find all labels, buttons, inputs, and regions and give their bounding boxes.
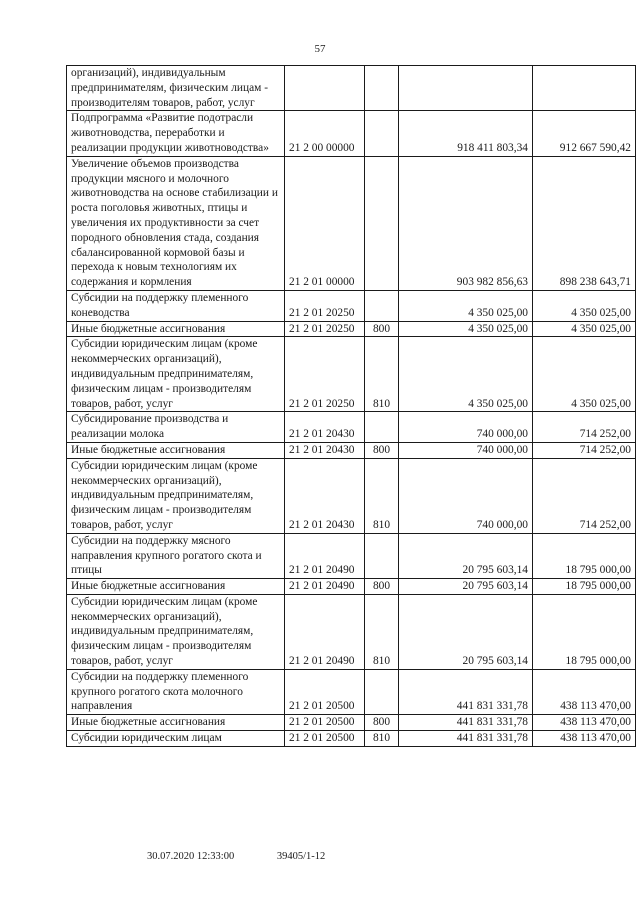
footer-timestamp: 30.07.2020 12:33:00 — [147, 851, 235, 862]
row-expense-type-cell — [365, 111, 399, 156]
table-row — [67, 290, 636, 321]
row-amount-2020-cell: 740 000,00 — [399, 442, 533, 458]
row-code-cell: 21 2 01 20430 — [285, 442, 365, 458]
row-amount-2021-cell: 18 795 000,00 — [533, 533, 636, 578]
row-name-cell: Иные бюджетные ассигнования — [67, 321, 285, 337]
row-name-cell: Иные бюджетные ассигнования — [67, 715, 285, 731]
row-name-cell: Подпрограмма «Развитие подотрасли животноводства, переработки и реализации продукции животноводства» — [67, 111, 285, 156]
table-row — [67, 594, 636, 669]
table-row — [67, 458, 636, 533]
row-amount-2020-cell: 903 982 856,63 — [399, 156, 533, 290]
row-amount-2021-cell: 438 113 470,00 — [533, 731, 636, 747]
row-expense-type-cell: 800 — [365, 579, 399, 595]
row-expense-type-cell — [365, 66, 399, 111]
page-number: 57 — [314, 43, 326, 55]
row-expense-type-cell — [365, 156, 399, 290]
row-name-cell: Субсидии на поддержку племенного крупного рогатого скота молочного направления — [67, 669, 285, 714]
table-row — [67, 669, 636, 714]
row-name-cell: Субсидии юридическим лицам — [67, 731, 285, 747]
row-name-cell: Иные бюджетные ассигнования — [67, 579, 285, 595]
table-row — [67, 533, 636, 578]
row-code-cell: 21 2 01 00000 — [285, 156, 365, 290]
table-row — [67, 442, 636, 458]
row-code-cell: 21 2 01 20500 — [285, 669, 365, 714]
row-code-cell: 21 2 01 20430 — [285, 458, 365, 533]
row-name-cell: Иные бюджетные ассигнования — [67, 442, 285, 458]
table-row — [67, 111, 636, 156]
table-row — [67, 321, 636, 337]
row-amount-2021-cell: 912 667 590,42 — [533, 111, 636, 156]
row-expense-type-cell: 800 — [365, 442, 399, 458]
row-amount-2020-cell: 4 350 025,00 — [399, 321, 533, 337]
row-code-cell: 21 2 01 20250 — [285, 337, 365, 412]
row-code-cell: 21 2 01 20490 — [285, 579, 365, 595]
table-row — [67, 579, 636, 595]
row-code-cell: 21 2 01 20500 — [285, 715, 365, 731]
row-code-cell: 21 2 01 20490 — [285, 594, 365, 669]
row-amount-2021-cell — [533, 66, 636, 111]
row-expense-type-cell: 810 — [365, 458, 399, 533]
row-name-cell: Субсидии на поддержку племенного коневодства — [67, 290, 285, 321]
row-name-cell: Субсидии юридическим лицам (кроме некоммерческих организаций), индивидуальным предпринимателям, физическим лицам - производителям товаров, работ, услуг — [67, 337, 285, 412]
row-expense-type-cell: 810 — [365, 731, 399, 747]
row-amount-2020-cell: 441 831 331,78 — [399, 715, 533, 731]
table-row — [67, 66, 636, 111]
row-code-cell: 21 2 01 20250 — [285, 290, 365, 321]
row-name-cell: Субсидии юридическим лицам (кроме некоммерческих организаций), индивидуальным предпринимателям, физическим лицам - производителям товаров, работ, услуг — [67, 458, 285, 533]
row-amount-2020-cell: 20 795 603,14 — [399, 533, 533, 578]
table-row — [67, 715, 636, 731]
row-code-cell: 21 2 01 20500 — [285, 731, 365, 747]
row-expense-type-cell: 800 — [365, 715, 399, 731]
row-amount-2020-cell: 4 350 025,00 — [399, 290, 533, 321]
row-name-cell: Увеличение объемов производства продукции мясного и молочного животноводства на основе стабилизации и роста поголовья животных, птицы и увеличения их продуктивности за счет породного обновления стада, создания сбалансированной кормовой базы и перехода к новым технологиям их содержания и кормления — [67, 156, 285, 290]
row-amount-2021-cell: 714 252,00 — [533, 442, 636, 458]
table-row — [67, 412, 636, 443]
budget-table — [66, 65, 636, 747]
row-expense-type-cell: 810 — [365, 337, 399, 412]
row-code-cell: 21 2 01 20430 — [285, 412, 365, 443]
row-expense-type-cell — [365, 290, 399, 321]
row-amount-2020-cell: 20 795 603,14 — [399, 594, 533, 669]
row-expense-type-cell: 810 — [365, 594, 399, 669]
row-amount-2021-cell: 714 252,00 — [533, 412, 636, 443]
row-amount-2020-cell: 918 411 803,34 — [399, 111, 533, 156]
row-amount-2021-cell: 18 795 000,00 — [533, 579, 636, 595]
row-amount-2021-cell: 438 113 470,00 — [533, 669, 636, 714]
row-amount-2021-cell: 4 350 025,00 — [533, 321, 636, 337]
row-amount-2020-cell: 20 795 603,14 — [399, 579, 533, 595]
row-code-cell — [285, 66, 365, 111]
row-expense-type-cell — [365, 412, 399, 443]
row-expense-type-cell — [365, 669, 399, 714]
row-amount-2020-cell: 4 350 025,00 — [399, 337, 533, 412]
row-amount-2021-cell: 4 350 025,00 — [533, 337, 636, 412]
row-amount-2020-cell: 441 831 331,78 — [399, 731, 533, 747]
table-row — [67, 731, 636, 747]
row-expense-type-cell: 800 — [365, 321, 399, 337]
table-row — [67, 156, 636, 290]
row-code-cell: 21 2 00 00000 — [285, 111, 365, 156]
row-name-cell: организаций), индивидуальным предпринимателям, физическим лицам - производителям товаров, работ, услуг — [67, 66, 285, 111]
row-amount-2021-cell: 18 795 000,00 — [533, 594, 636, 669]
row-amount-2021-cell: 438 113 470,00 — [533, 715, 636, 731]
row-name-cell: Субсидии на поддержку мясного направления крупного рогатого скота и птицы — [67, 533, 285, 578]
footer — [147, 851, 325, 862]
footer-document-id: 39405/1-12 — [276, 851, 326, 862]
row-code-cell: 21 2 01 20250 — [285, 321, 365, 337]
table-row — [67, 337, 636, 412]
row-amount-2020-cell: 740 000,00 — [399, 458, 533, 533]
row-name-cell: Субсидии юридическим лицам (кроме некоммерческих организаций), индивидуальным предпринимателям, физическим лицам - производителям товаров, работ, услуг — [67, 594, 285, 669]
row-name-cell: Субсидирование производства и реализации молока — [67, 412, 285, 443]
row-amount-2021-cell: 4 350 025,00 — [533, 290, 636, 321]
row-expense-type-cell — [365, 533, 399, 578]
budget-table-body — [67, 66, 636, 747]
row-amount-2020-cell: 441 831 331,78 — [399, 669, 533, 714]
row-amount-2021-cell: 714 252,00 — [533, 458, 636, 533]
row-amount-2021-cell: 898 238 643,71 — [533, 156, 636, 290]
row-amount-2020-cell — [399, 66, 533, 111]
row-amount-2020-cell: 740 000,00 — [399, 412, 533, 443]
row-code-cell: 21 2 01 20490 — [285, 533, 365, 578]
